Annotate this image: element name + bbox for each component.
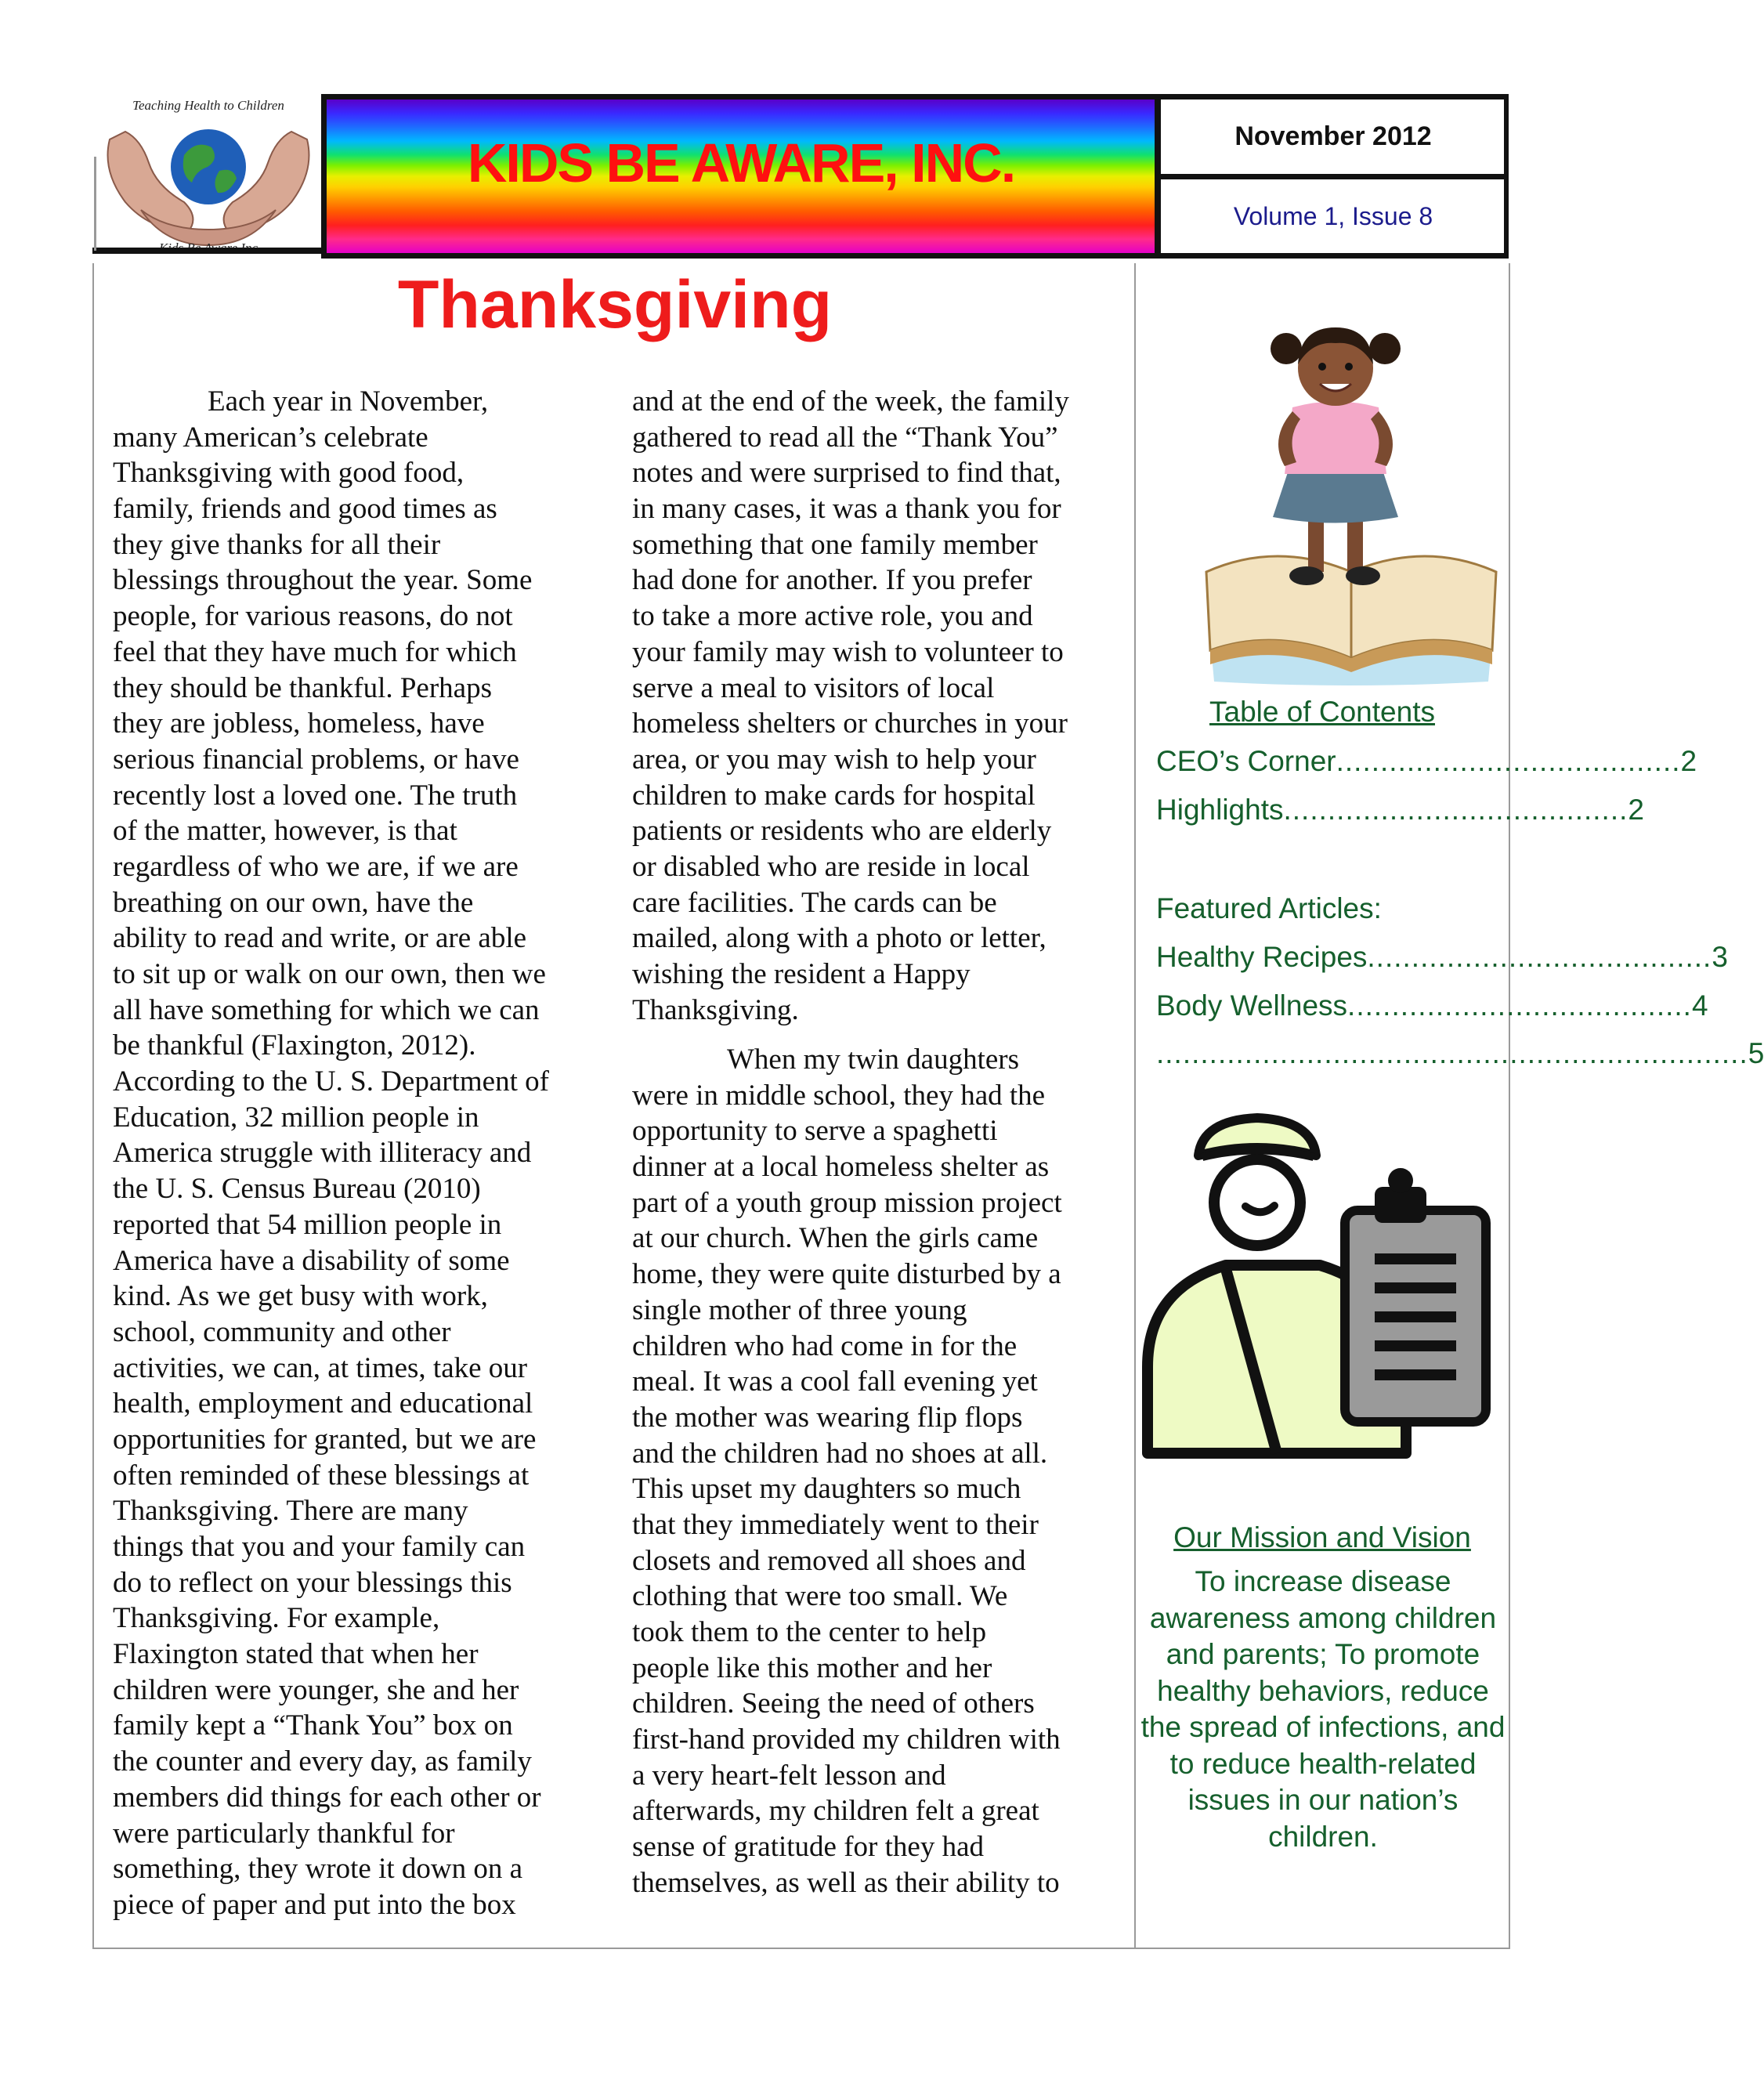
article-line: breathing on our own, have the <box>113 886 474 919</box>
article-line: serve a meal to visitors of local <box>632 671 995 704</box>
article-line: America have a disability of some <box>113 1244 510 1277</box>
article-line: Each year in November, <box>208 385 489 418</box>
featured-item-body-wellness: Body Wellness ....................................... 4 <box>1156 989 1708 1022</box>
article-line: recently lost a loved one. The truth <box>113 779 518 812</box>
article-line: at our church. When the girls came <box>632 1222 1039 1255</box>
featured-articles-heading: Featured Articles: <box>1156 892 1382 924</box>
article-line: members did things for each other or <box>113 1781 541 1814</box>
article-line: care facilities. The cards can be <box>632 886 997 919</box>
content-frame-left <box>92 263 94 1949</box>
article-line: mailed, along with a photo or letter, <box>632 922 1046 955</box>
article-line: to take a more active role, you and <box>632 600 1033 633</box>
article-line: a very heart-felt lesson and <box>632 1759 946 1792</box>
article-line: meal. It was a cool fall evening yet <box>632 1365 1038 1398</box>
toc-item-ceo-corner: CEO’s Corner ....................................... 2 <box>1156 745 1697 777</box>
article-line: When my twin daughters <box>727 1043 1019 1076</box>
organization-logo <box>94 92 323 257</box>
article-line: had done for another. If you prefer <box>632 564 1032 597</box>
article-line: something that one family member <box>632 528 1038 561</box>
article-line: themselves, as well as their ability to <box>632 1866 1060 1899</box>
article-line: activities, we can, at times, take our <box>113 1351 528 1384</box>
toc-item-highlights: Highlights ....................................... 2 <box>1156 794 1644 826</box>
article-line: dinner at a local homeless shelter as <box>632 1151 1050 1184</box>
article-line: the counter and every day, as family <box>113 1745 532 1778</box>
article-line: clothing that were too small. We <box>632 1580 1008 1613</box>
article-line: patients or residents who are elderly <box>632 815 1052 848</box>
article-line: Flaxington stated that when her <box>113 1638 479 1671</box>
article-column-2 <box>632 384 1069 1028</box>
article-line: in many cases, it was a thank you for <box>632 493 1061 526</box>
article-line: wishing the resident a Happy <box>632 958 971 990</box>
article-line: Thanksgiving. <box>632 993 799 1026</box>
article-line: do to reflect on your blessings this <box>113 1566 512 1599</box>
article-line: people like this mother and her <box>632 1651 992 1684</box>
article-line: they should be thankful. Perhaps <box>113 671 492 704</box>
article-line: and the children had no shoes at all. <box>632 1437 1048 1470</box>
article-line: ability to read and write, or are able <box>113 922 527 955</box>
article-line: This upset my daughters so much <box>632 1473 1021 1506</box>
article-line: people, for various reasons, do not <box>113 600 513 633</box>
featured-item-untitled: ................................................................... 5 <box>1156 1037 1764 1069</box>
article-line: they are jobless, homeless, have <box>113 707 485 740</box>
girl-on-book-illustration <box>1191 313 1504 689</box>
article-line: were in middle school, they had the <box>632 1079 1046 1112</box>
article-line: first-hand provided my children with <box>632 1723 1061 1756</box>
article-line: regardless of who we are, if we are <box>113 850 519 883</box>
article-line: health, employment and educational <box>113 1387 533 1420</box>
article-line: single mother of three young <box>632 1293 967 1326</box>
article-line: were particularly thankful for <box>113 1817 455 1850</box>
article-line: opportunities for granted, but we are <box>113 1423 537 1456</box>
article-line: your family may wish to volunteer to <box>632 635 1064 668</box>
article-line: gathered to read all the “Thank You” <box>632 421 1058 454</box>
article-line: notes and were surprised to find that, <box>632 457 1061 490</box>
article-line: children were younger, she and her <box>113 1673 519 1706</box>
content-frame-bottom <box>92 1948 1510 1949</box>
article-line: sense of gratitude for they had <box>632 1831 984 1864</box>
article-line: feel that they have much for which <box>113 635 517 668</box>
article-line: often reminded of these blessings at <box>113 1459 530 1492</box>
article-line: homeless shelters or churches in your <box>632 707 1068 740</box>
article-line: things that you and your family can <box>113 1531 526 1563</box>
article-line: many American’s celebrate <box>113 421 428 454</box>
article-line: Thanksgiving. There are many <box>113 1495 468 1528</box>
article-line: children to make cards for hospital <box>632 779 1036 812</box>
article-line: took them to the center to help <box>632 1616 987 1648</box>
article-line: Thanksgiving with good food, <box>113 457 464 490</box>
article-line: be thankful (Flaxington, 2012). <box>113 1029 476 1062</box>
article-line: America struggle with illiteracy and <box>113 1137 532 1170</box>
globe-icon <box>171 129 246 204</box>
article-line: piece of paper and put into the box <box>113 1888 516 1921</box>
article-line: part of a youth group mission project <box>632 1186 1062 1219</box>
toc-heading: Table of Contents <box>1209 696 1435 728</box>
nurse-with-clipboard-icon <box>1140 1109 1500 1469</box>
article-line: family kept a “Thank You” box on <box>113 1709 513 1742</box>
article-line: serious financial problems, or have <box>113 743 519 776</box>
article-line: kind. As we get busy with work, <box>113 1280 488 1313</box>
featured-item-healthy-recipes: Healthy Recipes ....................................... 3 <box>1156 941 1728 973</box>
article-column-1 <box>113 384 549 1923</box>
article-line: home, they were quite disturbed by a <box>632 1258 1061 1291</box>
article-title: Thanksgiving <box>397 267 833 342</box>
article-line: of the matter, however, is that <box>113 815 457 848</box>
sidebar-divider <box>1134 263 1136 1949</box>
article-line: the mother was wearing flip flops <box>632 1401 1023 1434</box>
article-line: they give thanks for all their <box>113 528 441 561</box>
article-line: closets and removed all shoes and <box>632 1544 1026 1577</box>
issue-volume: Volume 1, Issue 8 <box>1233 202 1433 230</box>
logo-text-top: Teaching Health to Children <box>132 98 284 113</box>
article-line: children. Seeing the need of others <box>632 1687 1035 1720</box>
article-line: or disabled who are reside in local <box>632 850 1030 883</box>
article-line: something, they wrote it down on a <box>113 1853 523 1886</box>
issue-date: November 2012 <box>1234 121 1432 151</box>
article-line: Education, 32 million people in <box>113 1101 479 1134</box>
article-line: blessings throughout the year. Some <box>113 564 533 597</box>
organization-name: KIDS BE AWARE, INC. <box>467 132 1015 193</box>
article-line: the U. S. Census Bureau (2010) <box>113 1173 481 1206</box>
article-line: area, or you may wish to help your <box>632 743 1036 776</box>
article-column-2-paragraph-2 <box>632 1042 1062 1901</box>
date-box-divider-horizontal <box>1158 174 1507 179</box>
article-line: and at the end of the week, the family <box>632 385 1069 418</box>
article-line: afterwards, my children felt a great <box>632 1795 1039 1828</box>
article-line: that they immediately went to their <box>632 1508 1039 1541</box>
article-line: opportunity to serve a spaghetti <box>632 1115 998 1148</box>
article-line: all have something for which we can <box>113 993 540 1026</box>
article-line: reported that 54 million people in <box>113 1208 502 1241</box>
logo-left-rule <box>94 157 96 251</box>
article-line: children who had come in for the <box>632 1329 1018 1362</box>
article-line: family, friends and good times as <box>113 493 497 526</box>
article-line: Thanksgiving. For example, <box>113 1602 440 1635</box>
mission-heading: Our Mission and Vision <box>1173 1521 1471 1553</box>
article-line: to sit up or walk on our own, then we <box>113 958 546 990</box>
article-line: According to the U. S. Department of <box>113 1065 549 1098</box>
article-line: school, community and other <box>113 1315 451 1348</box>
mission-text: To increase disease awareness among children and parents; To promote healthy behaviors, reduce the spread of infections, and to reduce health-related issues in our nation’s children. <box>1140 1565 1506 1853</box>
logo-underline <box>92 248 324 254</box>
content-frame-right <box>1509 263 1510 1949</box>
